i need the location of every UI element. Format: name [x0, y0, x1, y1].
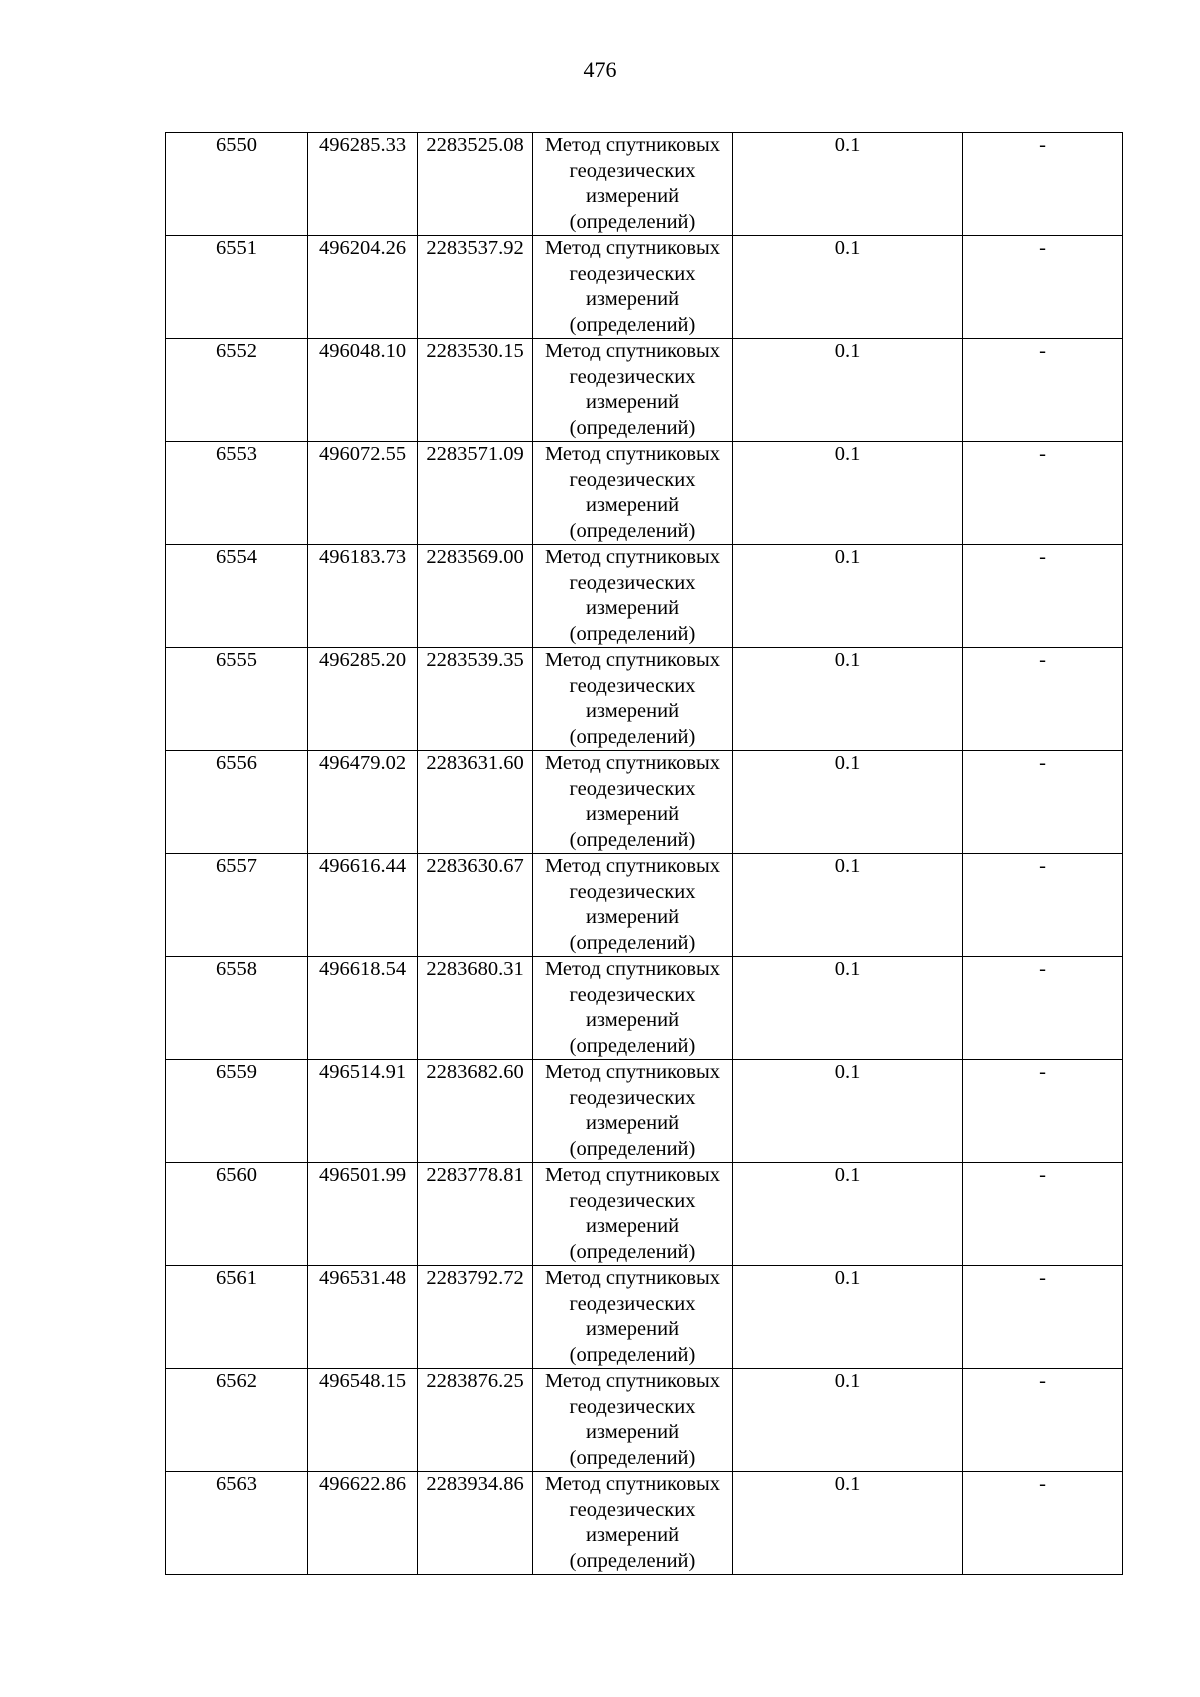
accuracy-cell: 0.1 — [733, 545, 963, 648]
x-coordinate-cell: 496548.15 — [308, 1369, 418, 1472]
y-coordinate-cell: 2283680.31 — [418, 957, 533, 1060]
table-row — [166, 648, 1123, 751]
method-cell: Метод спутниковых геодезических измерений (определений) — [533, 1472, 733, 1575]
point-number-cell: 6562 — [166, 1369, 308, 1472]
x-coordinate-cell: 496501.99 — [308, 1163, 418, 1266]
method-cell: Метод спутниковых геодезических измерений (определений) — [533, 442, 733, 545]
y-coordinate-cell: 2283778.81 — [418, 1163, 533, 1266]
point-number-cell: 6561 — [166, 1266, 308, 1369]
point-number-cell: 6554 — [166, 545, 308, 648]
x-coordinate-cell: 496531.48 — [308, 1266, 418, 1369]
y-coordinate-cell: 2283539.35 — [418, 648, 533, 751]
description-cell: - — [963, 1163, 1123, 1266]
accuracy-cell: 0.1 — [733, 854, 963, 957]
method-cell: Метод спутниковых геодезических измерений (определений) — [533, 648, 733, 751]
table-row — [166, 545, 1123, 648]
table-row — [166, 236, 1123, 339]
description-cell: - — [963, 1266, 1123, 1369]
table-row — [166, 133, 1123, 236]
description-cell: - — [963, 545, 1123, 648]
description-cell: - — [963, 133, 1123, 236]
method-cell: Метод спутниковых геодезических измерений (определений) — [533, 1060, 733, 1163]
point-number-cell: 6555 — [166, 648, 308, 751]
table-row — [166, 339, 1123, 442]
accuracy-cell: 0.1 — [733, 957, 963, 1060]
description-cell: - — [963, 442, 1123, 545]
coordinates-table — [165, 132, 1123, 1575]
point-number-cell: 6552 — [166, 339, 308, 442]
x-coordinate-cell: 496479.02 — [308, 751, 418, 854]
x-coordinate-cell: 496285.20 — [308, 648, 418, 751]
y-coordinate-cell: 2283569.00 — [418, 545, 533, 648]
x-coordinate-cell: 496616.44 — [308, 854, 418, 957]
table-row — [166, 957, 1123, 1060]
accuracy-cell: 0.1 — [733, 236, 963, 339]
accuracy-cell: 0.1 — [733, 1266, 963, 1369]
y-coordinate-cell: 2283530.15 — [418, 339, 533, 442]
table-row — [166, 442, 1123, 545]
description-cell: - — [963, 339, 1123, 442]
description-cell: - — [963, 854, 1123, 957]
table-row — [166, 1060, 1123, 1163]
description-cell: - — [963, 1060, 1123, 1163]
x-coordinate-cell: 496072.55 — [308, 442, 418, 545]
x-coordinate-cell: 496285.33 — [308, 133, 418, 236]
point-number-cell: 6553 — [166, 442, 308, 545]
coordinates-table-body — [166, 133, 1123, 1575]
accuracy-cell: 0.1 — [733, 442, 963, 545]
method-cell: Метод спутниковых геодезических измерений (определений) — [533, 854, 733, 957]
y-coordinate-cell: 2283630.67 — [418, 854, 533, 957]
point-number-cell: 6563 — [166, 1472, 308, 1575]
accuracy-cell: 0.1 — [733, 648, 963, 751]
method-cell: Метод спутниковых геодезических измерений (определений) — [533, 1163, 733, 1266]
table-row — [166, 751, 1123, 854]
point-number-cell: 6560 — [166, 1163, 308, 1266]
point-number-cell: 6551 — [166, 236, 308, 339]
table-row — [166, 1369, 1123, 1472]
y-coordinate-cell: 2283682.60 — [418, 1060, 533, 1163]
accuracy-cell: 0.1 — [733, 1163, 963, 1266]
point-number-cell: 6558 — [166, 957, 308, 1060]
accuracy-cell: 0.1 — [733, 339, 963, 442]
method-cell: Метод спутниковых геодезических измерений (определений) — [533, 957, 733, 1060]
y-coordinate-cell: 2283537.92 — [418, 236, 533, 339]
x-coordinate-cell: 496618.54 — [308, 957, 418, 1060]
y-coordinate-cell: 2283934.86 — [418, 1472, 533, 1575]
accuracy-cell: 0.1 — [733, 1060, 963, 1163]
accuracy-cell: 0.1 — [733, 1369, 963, 1472]
x-coordinate-cell: 496622.86 — [308, 1472, 418, 1575]
table-row — [166, 1163, 1123, 1266]
accuracy-cell: 0.1 — [733, 1472, 963, 1575]
method-cell: Метод спутниковых геодезических измерений (определений) — [533, 236, 733, 339]
accuracy-cell: 0.1 — [733, 133, 963, 236]
description-cell: - — [963, 648, 1123, 751]
x-coordinate-cell: 496514.91 — [308, 1060, 418, 1163]
x-coordinate-cell: 496183.73 — [308, 545, 418, 648]
y-coordinate-cell: 2283571.09 — [418, 442, 533, 545]
y-coordinate-cell: 2283631.60 — [418, 751, 533, 854]
table-row — [166, 1266, 1123, 1369]
method-cell: Метод спутниковых геодезических измерений (определений) — [533, 1369, 733, 1472]
method-cell: Метод спутниковых геодезических измерений (определений) — [533, 545, 733, 648]
method-cell: Метод спутниковых геодезических измерений (определений) — [533, 133, 733, 236]
point-number-cell: 6557 — [166, 854, 308, 957]
description-cell: - — [963, 751, 1123, 854]
description-cell: - — [963, 1472, 1123, 1575]
point-number-cell: 6559 — [166, 1060, 308, 1163]
x-coordinate-cell: 496204.26 — [308, 236, 418, 339]
y-coordinate-cell: 2283525.08 — [418, 133, 533, 236]
y-coordinate-cell: 2283876.25 — [418, 1369, 533, 1472]
description-cell: - — [963, 1369, 1123, 1472]
point-number-cell: 6556 — [166, 751, 308, 854]
y-coordinate-cell: 2283792.72 — [418, 1266, 533, 1369]
table-row — [166, 1472, 1123, 1575]
accuracy-cell: 0.1 — [733, 751, 963, 854]
page-number: 476 — [583, 57, 617, 82]
method-cell: Метод спутниковых геодезических измерений (определений) — [533, 339, 733, 442]
method-cell: Метод спутниковых геодезических измерений (определений) — [533, 1266, 733, 1369]
description-cell: - — [963, 236, 1123, 339]
point-number-cell: 6550 — [166, 133, 308, 236]
method-cell: Метод спутниковых геодезических измерений (определений) — [533, 751, 733, 854]
x-coordinate-cell: 496048.10 — [308, 339, 418, 442]
table-row — [166, 854, 1123, 957]
description-cell: - — [963, 957, 1123, 1060]
